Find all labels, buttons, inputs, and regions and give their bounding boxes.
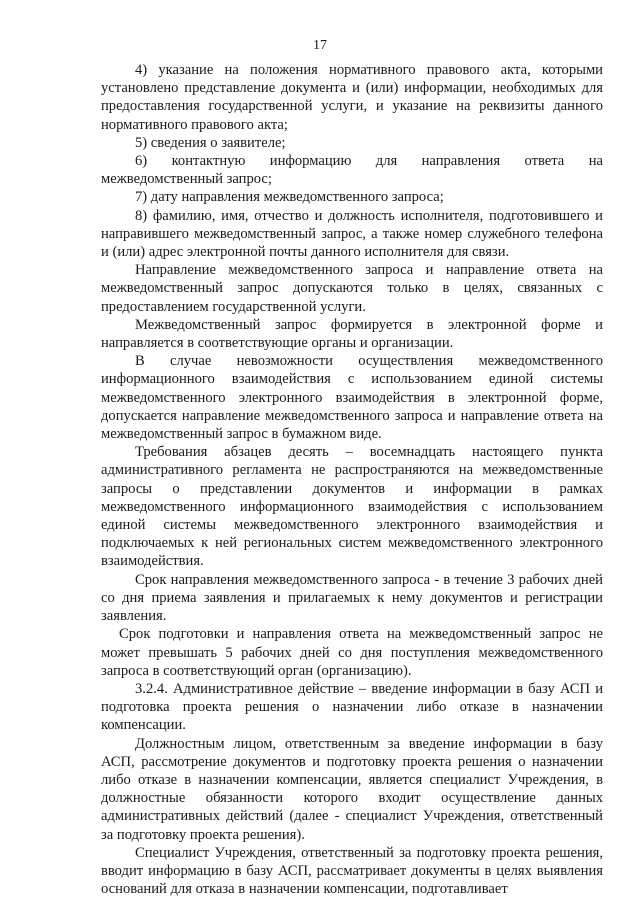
paragraph-item-6: 6) контактную информацию для направления ответа на межведомственный запрос; <box>101 153 603 188</box>
paragraph-specialist-actions: Специалист Учреждения, ответственный за подготовку проекта решения, вводит информацию в базу АСП, рассматривает документы в целях выявления оснований для отказа в назначении компенсации, подготавливает <box>101 844 603 898</box>
paragraph-item-8: 8) фамилию, имя, отчество и должность исполнителя, подготовившего и направившего межведомственный запрос, а также номер служебного телефона и (или) адрес электронной почты данного исполнителя для связи. <box>101 207 603 261</box>
paragraph-requirements: Требования абзацев десять – восемнадцать настоящего пункта административного регламента не распространяются на межведомственные запросы о представлении документов и информации в рамках межведомственного информационного взаимодействия с использованием единой системы межведомственного электронного взаимодействия и подключаемых к ней региональных систем межведомственного электронного взаимодействия. <box>101 444 603 570</box>
document-body <box>101 61 603 898</box>
paragraph-electronic-form: Межведомственный запрос формируется в электронной форме и направляется в соответствующие органы и организации. <box>101 316 603 352</box>
paragraph-paper-form: В случае невозможности осуществления межведомственного информационного взаимодействия с использованием единой системы межведомственного электронного взаимодействия в электронной форме, допускается направление межведомственного запроса и направление ответа на межведомственный запрос в бумажном виде. <box>101 353 603 443</box>
paragraph-item-4: 4) указание на положения нормативного правового акта, которыми установлено представление документа и (или) информации, необходимых для предоставления государственной услуги, и указание на реквизиты данного нормативного правового акта; <box>101 62 603 133</box>
paragraph-item-7: 7) дату направления межведомственного запроса; <box>135 189 444 206</box>
paragraph-request-deadline: Срок направления межведомственного запроса - в течение 3 рабочих дней со дня приема заявления и прилагаемых к нему документов и регистрации заявления. <box>101 571 603 625</box>
paragraph-item-5: 5) сведения о заявителе; <box>135 134 286 151</box>
paragraph-response-deadline: Срок подготовки и направления ответа на межведомственный запрос не может превышать 5 рабочих дней со дня поступления межведомственного запроса в соответствующий орган (организацию). <box>101 626 603 679</box>
page-number: 17 <box>313 38 327 53</box>
paragraph-section-3-2-4: 3.2.4. Административное действие – введение информации в базу АСП и подготовка проекта решения о назначении либо отказе в назначении компенсации. <box>101 680 603 734</box>
paragraph-purpose: Направление межведомственного запроса и направление ответа на межведомственный запрос допускаются только в целях, связанных с предоставлением государственной услуги. <box>101 262 603 315</box>
paragraph-responsible-official: Должностным лицом, ответственным за введение информации в базу АСП, рассмотрение документов и подготовку проекта решения о назначении либо отказе в назначении компенсации, является специалист Учреждения, в должностные обязанности которого входит осуществление данных административных действий (далее - специалист Учреждения, ответственный за подготовку проекта решения). <box>101 735 603 843</box>
